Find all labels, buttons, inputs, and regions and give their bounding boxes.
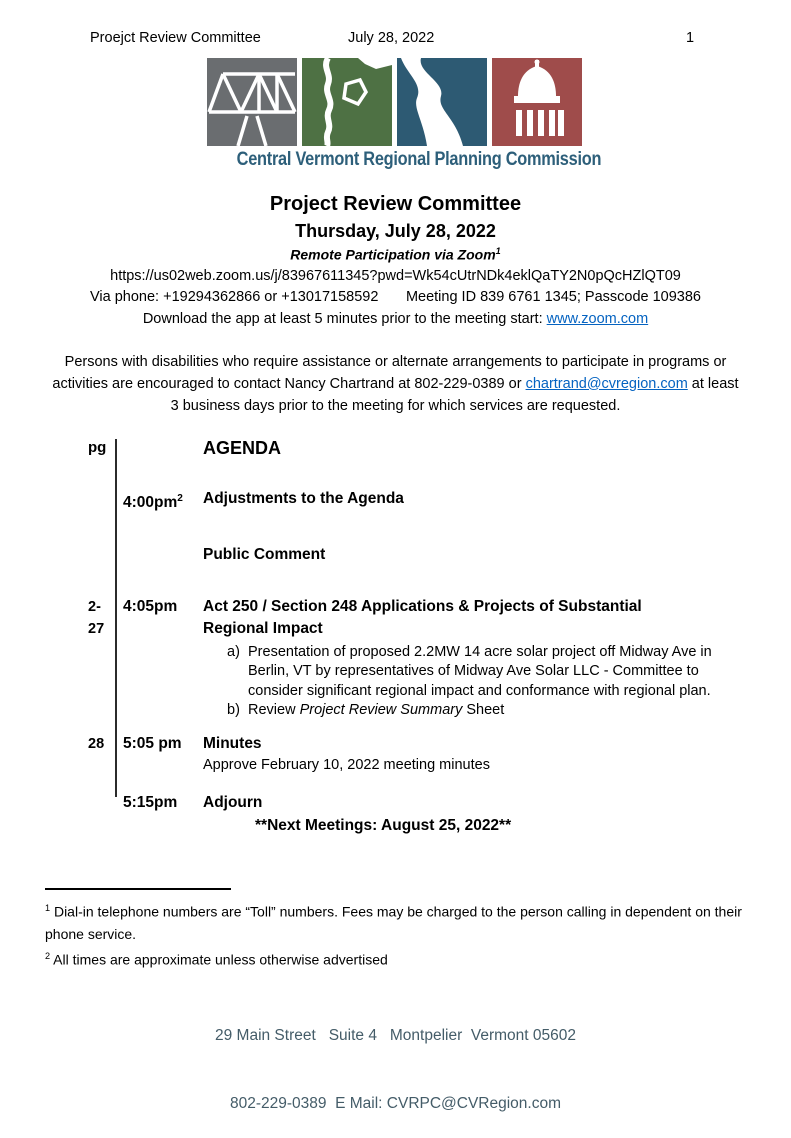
footer-address: 29 Main Street Suite 4 Montpelier Vermont 05602 (214, 1027, 576, 1044)
agenda-row-adjourn (88, 792, 746, 814)
sub-text-suffix: Sheet (462, 702, 505, 719)
logo-tiles (207, 58, 585, 146)
remote-label: Remote Participation via Zoom (290, 246, 496, 263)
agenda-item-body (203, 733, 723, 775)
footnote-marker: 1 (45, 903, 51, 913)
agenda-item-title: Public Comment (203, 545, 326, 563)
pg-number-line2: 27 (88, 620, 105, 637)
time-cell: 4:05pm (123, 597, 178, 615)
zoom-url: https://us02web.zoom.us/j/83967611345?pwd=Wk54cUtrNDk4eklQaTY2N0pQcHZlQT09 (110, 267, 681, 284)
sub-item-a (227, 643, 723, 702)
footnote-text: Dial-in telephone numbers are “Toll” numbers. Fees may be charged to the person calling in dependent on their phone service. (45, 903, 742, 942)
next-meetings-note: **Next Meetings: August 25, 2022** (255, 816, 512, 834)
agenda-item-detail: Approve February 10, 2022 meeting minutes (203, 756, 490, 773)
footer-contact: 802-229-0389 E Mail: CVRPC@CVRegion.com (229, 1094, 562, 1112)
download-row (0, 309, 791, 329)
document-page (0, 30, 791, 1112)
document-footer (0, 980, 791, 1138)
footnote-ref-2: 2 (177, 492, 183, 504)
agenda-item-title: Adjustments to the Agenda (203, 489, 404, 507)
agenda-row-act250 (88, 596, 746, 721)
agenda-row-minutes (88, 733, 746, 775)
footnote-marker: 2 (45, 950, 51, 961)
footnote-2 (45, 945, 751, 971)
title-block (0, 193, 791, 263)
time-cell (115, 488, 203, 514)
sub-item-label: b) (227, 702, 240, 719)
agenda-divider-line (115, 439, 117, 797)
agenda-sub-list (203, 643, 723, 721)
phone-numbers: Via phone: +19294362866 or +13017158592 (90, 288, 379, 305)
time-cell: 5:15pm (123, 793, 178, 811)
meeting-date: Thursday, July 28, 2022 (295, 221, 496, 241)
header-doc-title: Proejct Review Committee (90, 30, 261, 46)
header-page-number: 1 (686, 30, 695, 46)
sub-text-prefix: Review (248, 702, 300, 719)
time-label: 4:00pm (123, 493, 178, 511)
page-header (0, 30, 791, 50)
footnotes-section (45, 888, 751, 970)
agenda-section (88, 437, 746, 835)
time-cell: 5:05 pm (123, 734, 182, 752)
vermont-map-icon (302, 58, 392, 146)
agenda-item-title: Minutes (203, 734, 262, 752)
zoom-link[interactable]: www.zoom.com (546, 310, 649, 327)
agenda-heading-row (88, 437, 746, 459)
pg-number-line1: 2- (88, 598, 101, 615)
pg-cell: 28 (88, 735, 105, 752)
sub-item-b (227, 701, 723, 721)
sub-item-text: Presentation of proposed 2.2MW 14 acre solar project off Midway Ave in Berlin, VT by representatives of Midway Ave Solar LLC - Committee to consider significant regional impact and conformance with regional plan. (248, 643, 712, 699)
accessibility-text-before: Persons with disabilities who require assistance or alternate arrangements to participate in programs or activities are encouraged to contact Nancy Chartrand at 802-229-0389 or (52, 353, 727, 392)
truss-bridge-icon (207, 58, 297, 146)
header-date: July 28, 2022 (348, 30, 435, 46)
accessibility-notice (48, 351, 743, 417)
logo-caption: Central Vermont Regional Planning Commission (236, 149, 601, 170)
accessibility-text-after: at least 3 business days prior to the meeting for which services are requested. (170, 375, 739, 414)
footnote-ref-1: 1 (495, 246, 501, 256)
sub-item-text (248, 701, 723, 721)
page-title: Project Review Committee (269, 193, 522, 215)
meeting-info (0, 266, 791, 329)
footnote-separator (45, 888, 231, 890)
agenda-item-title-line1: Act 250 / Section 248 Applications & Projects of Substantial (203, 597, 642, 615)
footnote-1 (45, 897, 751, 945)
download-instruction: Download the app at least 5 minutes prior to the meeting start: (142, 310, 547, 327)
phone-row (0, 287, 791, 307)
footnote-text: All times are approximate unless otherwise advertised (50, 951, 388, 968)
meeting-id: Meeting ID 839 6761 1345; Passcode 109386 (405, 288, 701, 305)
cvrpc-logo (207, 58, 601, 171)
pg-cell (88, 596, 115, 640)
email-link[interactable]: chartrand@cvregion.com (525, 375, 688, 392)
agenda-item-title-line2: Regional Impact (203, 619, 323, 637)
sub-item-label: a) (227, 643, 240, 660)
capitol-dome-icon (492, 58, 582, 146)
sub-text-italic: Project Review Summary (299, 702, 463, 719)
remote-participation-line (0, 246, 791, 263)
agenda-heading: AGENDA (203, 437, 282, 458)
winding-river-icon (397, 58, 487, 146)
agenda-item-title: Adjourn (203, 793, 263, 811)
agenda-item-body (203, 596, 723, 721)
pg-column-label: pg (88, 438, 107, 456)
agenda-row-public-comment (88, 544, 746, 566)
agenda-row-adjustments (88, 488, 746, 514)
